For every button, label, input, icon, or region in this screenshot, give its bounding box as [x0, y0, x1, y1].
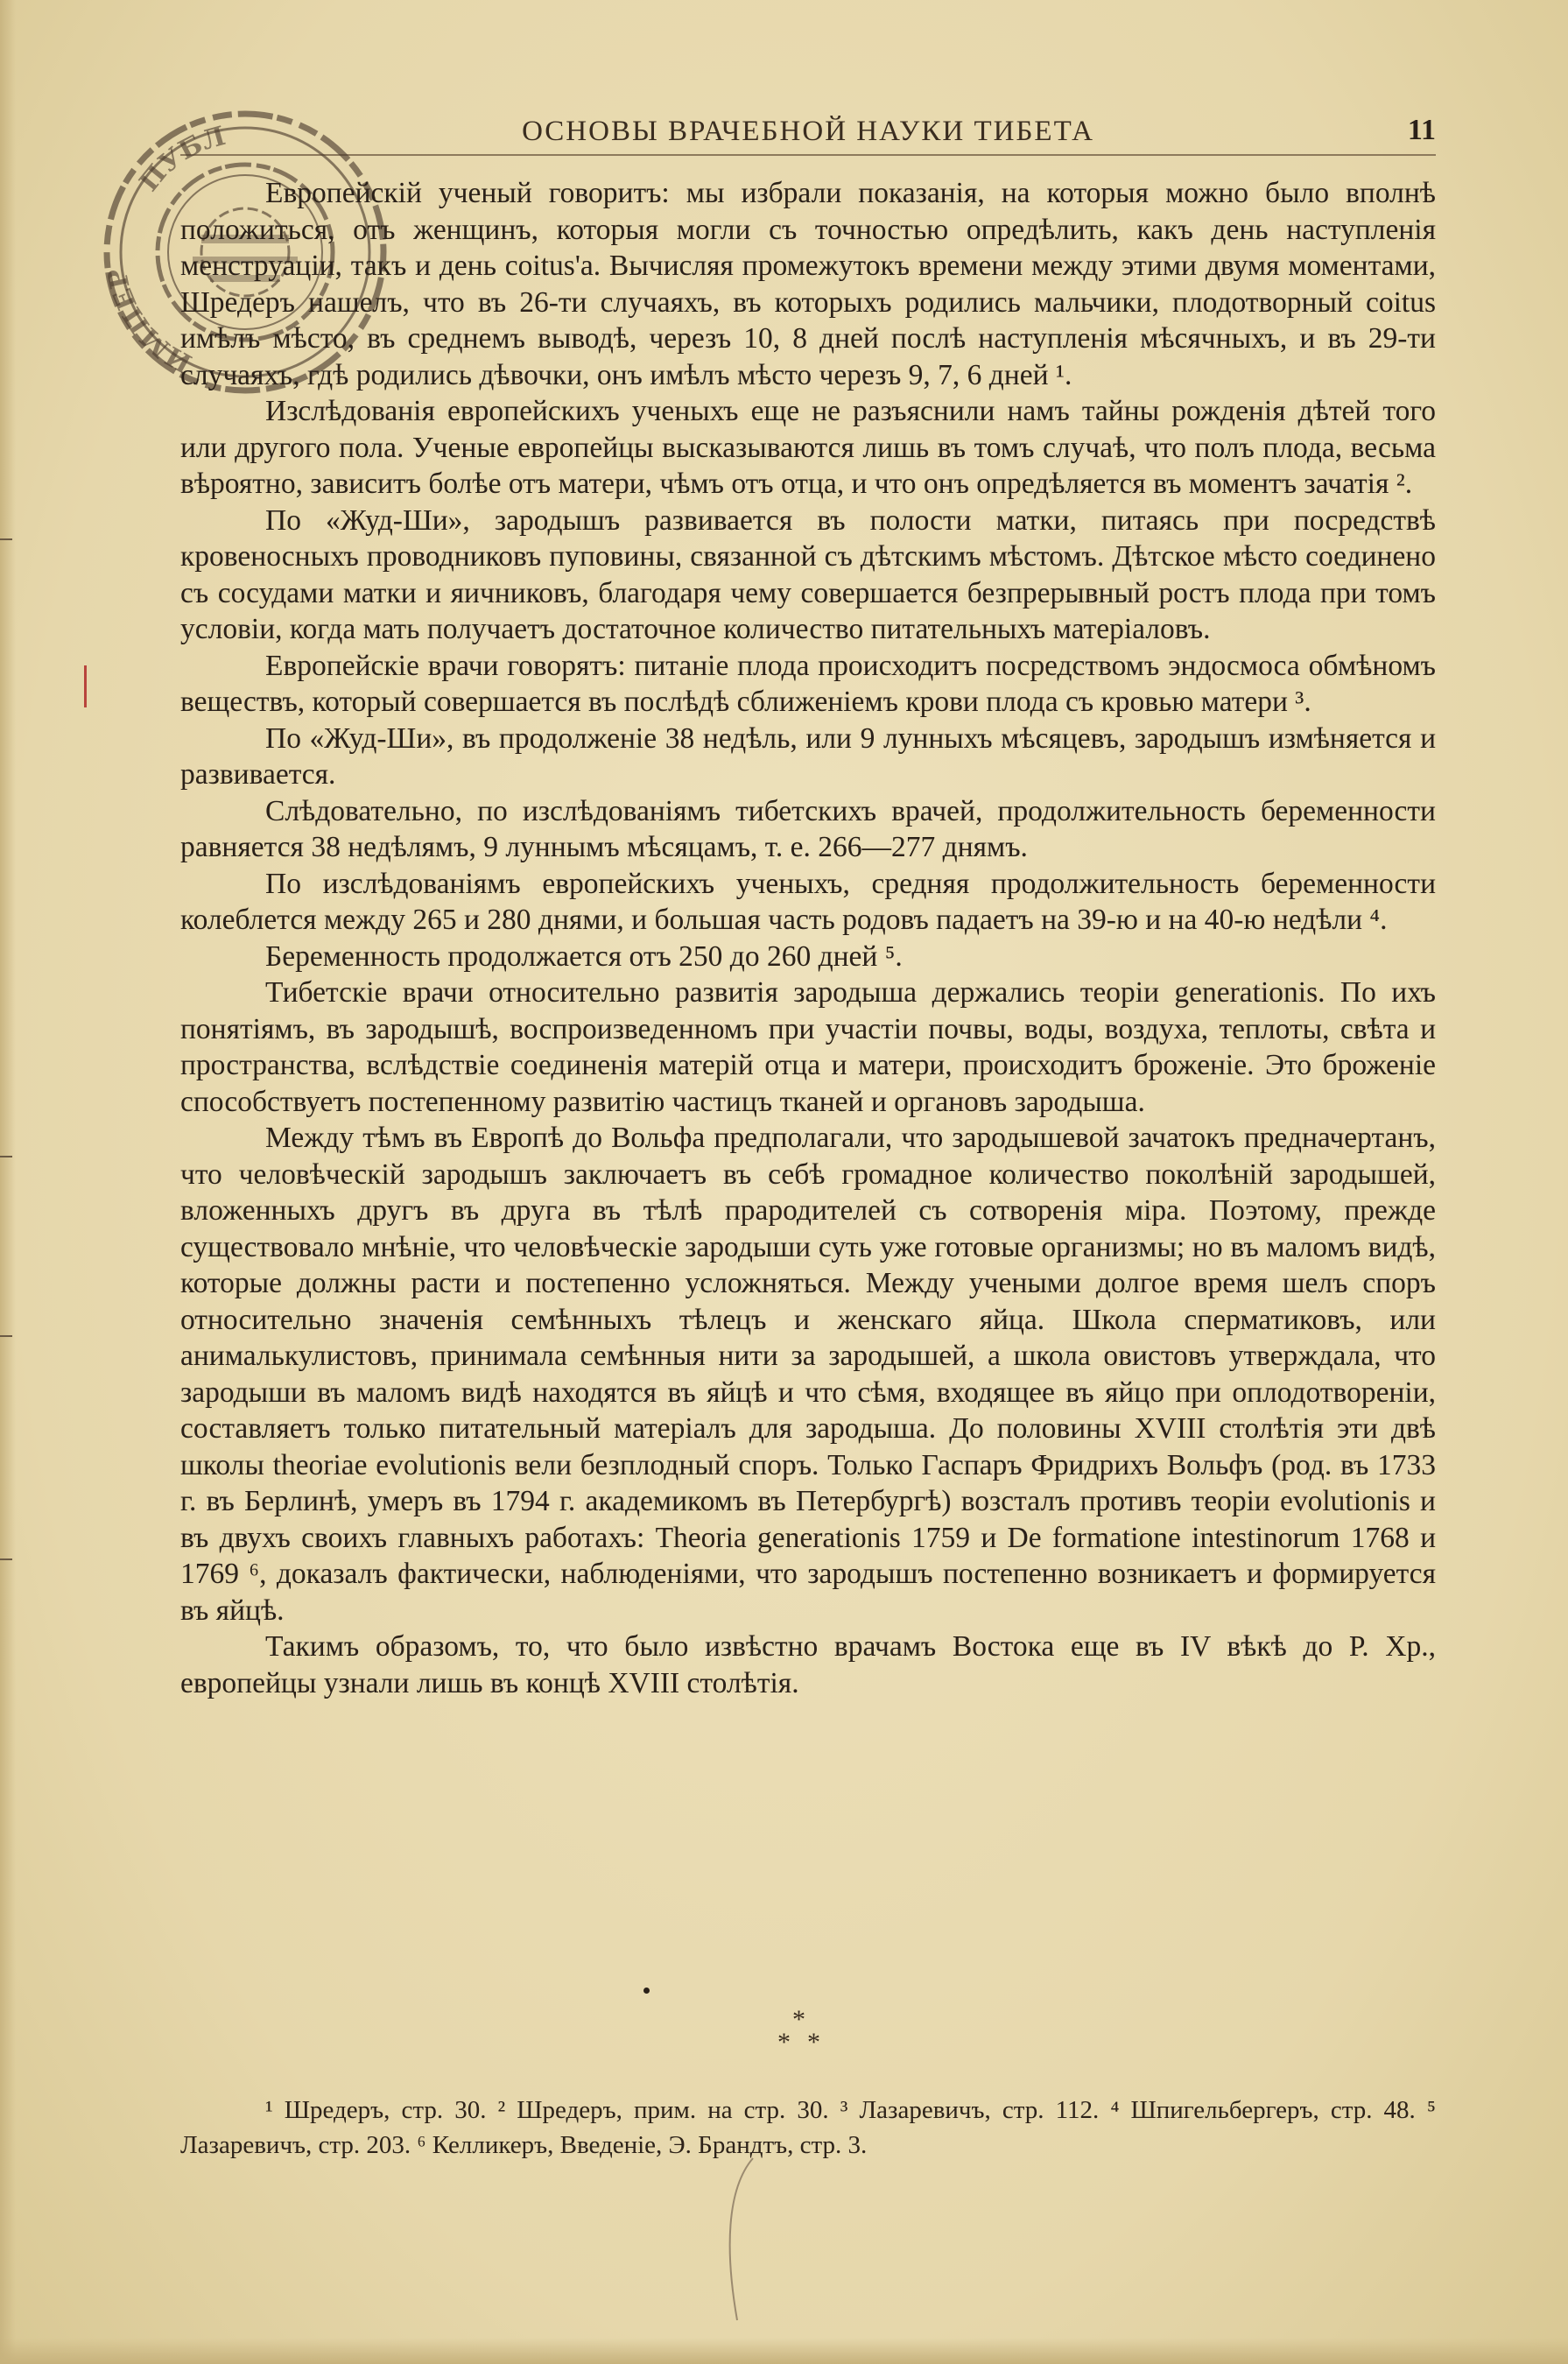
page-number: 11 — [1407, 114, 1436, 146]
paragraph: По «Жуд-Ши», зародышъ развивается въ полости матки, питаясь при посредствѣ кровеносныхъ проводниковъ пуповины, связанной съ дѣтскимъ мѣстомъ. Дѣтское мѣсто соединено съ сосудами матки и яичниковъ, благодаря чему совершается безпрерывный ростъ плода при томъ условіи, когда мать получаетъ достаточное количество питательныхъ матеріаловъ. — [180, 503, 1436, 645]
paragraph: Слѣдовательно, по изслѣдованіямъ тибетскихъ врачей, продолжительность беременности равняется 38 недѣлямъ, 9 луннымъ мѣсяцамъ, т. е. 266—277 днямъ. — [180, 794, 1436, 863]
margin-tick — [0, 538, 12, 540]
margin-tick — [0, 1558, 12, 1560]
page-edge-shadow-bottom — [0, 2338, 1568, 2364]
footnote-text: ¹ Шредеръ, стр. 30. ² Шредеръ, прим. на стр. 30. ³ Лазаревичъ, стр. 112. ⁴ Шпигельбергеръ, стр. 48. ⁵ Лазаревичъ, стр. 203. ⁶ Келликеръ, Введеніе, Э. Брандтъ, стр. 3. — [180, 2096, 1436, 2159]
page-edge-shadow-left — [0, 0, 16, 2364]
paragraph: Между тѣмъ въ Европѣ до Вольфа предполагали, что зародышевой зачатокъ предначертанъ, что человѣческій зародышъ заключаетъ въ себѣ громадное количество поколѣній зародышей, вложенныхъ другъ въ друга въ тѣлѣ прародителей съ сотворенія міра. Поэтому, прежде существовало мнѣніе, что человѣческіе зародыши суть уже готовые организмы; но въ маломъ видѣ, которые должны расти и постепенно усложняться. Между учеными долгое время шелъ споръ относительно значенія семѣнныхъ тѣлецъ и женскаго яйца. Школа сперматиковъ, или анималькулистовъ, принимала семѣнныя нити за зародышей, а школа овистовъ утверждала, что зародыши въ маломъ видѣ находятся въ яйцѣ и что сѣмя, входящее въ яйцо при оплодотвореніи, составляетъ только питательный матеріалъ для зародыша. До половины XVIII столѣтія эти двѣ школы theoriae evolutionis вели безплодный споръ. Только Гаспаръ Фридрихъ Вольфъ (род. въ 1733 г. въ Берлинѣ, умеръ въ 1794 г. академикомъ въ Петербургѣ) возсталъ противъ теоріи evolutionis и въ двухъ своихъ главныхъ работахъ: Theoria generationis 1759 и De formatione intestinorum 1768 и 1769 ⁶, доказалъ фактически, наблюденіями, что зародышъ постепенно возникаетъ и формируется въ яйцѣ. — [180, 1122, 1436, 1627]
body-text — [180, 175, 1436, 1701]
paragraph: Европейскіе врачи говорятъ: питаніе плода происходитъ посредствомъ эндосмоса обмѣномъ веществъ, который совершается въ послѣдѣ сближеніемъ крови плода съ кровью матери ³. — [180, 649, 1436, 718]
running-title: ОСНОВЫ ВРАЧЕБНОЙ НАУКИ ТИБЕТА — [522, 116, 1094, 147]
margin-tick — [0, 1335, 12, 1337]
margin-pencil-mark — [84, 665, 87, 707]
pencil-curve-mark — [718, 2154, 770, 2329]
paragraph: Изслѣдованія европейскихъ ученыхъ еще не разъяснили намъ тайны рожденія дѣтей того или другого пола. Ученые европейцы высказываются лишь въ томъ случаѣ, что полъ плода, весьма вѣроятно, зависитъ болѣе отъ матери, чѣмъ отъ отца, и что онъ опредѣляется въ моментъ зачатія ². — [180, 395, 1436, 500]
paragraph: Такимъ образомъ, то, что было извѣстно врачамъ Востока еще въ IV вѣкѣ до Р. Хр., европейцы узнали лишь въ концѣ XVIII столѣтія. — [180, 1630, 1436, 1699]
asterisk: * — [777, 2028, 791, 2057]
paragraph: По изслѣдованіямъ европейскихъ ученыхъ, средняя продолжительность беременности колеблется между 265 и 280 днями, и большая часть родовъ падаетъ на 39-ю и на 40-ю недѣли ⁴. — [180, 867, 1436, 936]
paragraph: По «Жуд-Ши», въ продолженіе 38 недѣль, или 9 лунныхъ мѣсяцевъ, зародышъ измѣняется и развивается. — [180, 721, 1436, 791]
asterisk: * — [807, 2028, 820, 2057]
svg-text:ИМПЕР: ИМПЕР — [102, 265, 198, 379]
svg-text:ПУБЛ: ПУБЛ — [133, 121, 229, 198]
footnotes — [180, 2093, 1436, 2163]
section-asterism — [753, 2005, 849, 2075]
paragraph: Европейскій ученый говоритъ: мы избрали показанія, на которыя можно было вполнѣ положиться, отъ женщинъ, которыя могли съ точностью опредѣлить, какъ день наступленія менструаціи, такъ и день coitus'a. Вычисляя промежутокъ времени между этими двумя моментами, Шредеръ нашелъ, что въ 26-ти случаяхъ, въ которыхъ родились мальчики, плодотворный coitus имѣлъ мѣсто, въ среднемъ выводѣ, черезъ 10, 8 дней послѣ наступленія мѣсячныхъ, и въ 29-ти случаяхъ, гдѣ родились дѣвочки, онъ имѣлъ мѣсто черезъ 9, 7, 6 дней ¹. — [180, 177, 1436, 391]
asterisk: * — [792, 2005, 805, 2034]
paragraph: Беременность продолжается отъ 250 до 260 дней ⁵. — [265, 939, 903, 973]
paragraph: Тибетскіе врачи относительно развитія зародыша держались теоріи generationis. По ихъ понятіямъ, въ зародышѣ, воспроизведенномъ при участіи почвы, воды, воздуха, теплоты, свѣта и пространства, вслѣдствіе соединенія матерій отца и матери, происходитъ броженіе. Это броженіе способствуетъ постепенному развитію частицъ тканей и органовъ зародыша. — [180, 976, 1436, 1118]
ink-dot — [643, 1988, 650, 1994]
margin-tick — [0, 1156, 12, 1157]
